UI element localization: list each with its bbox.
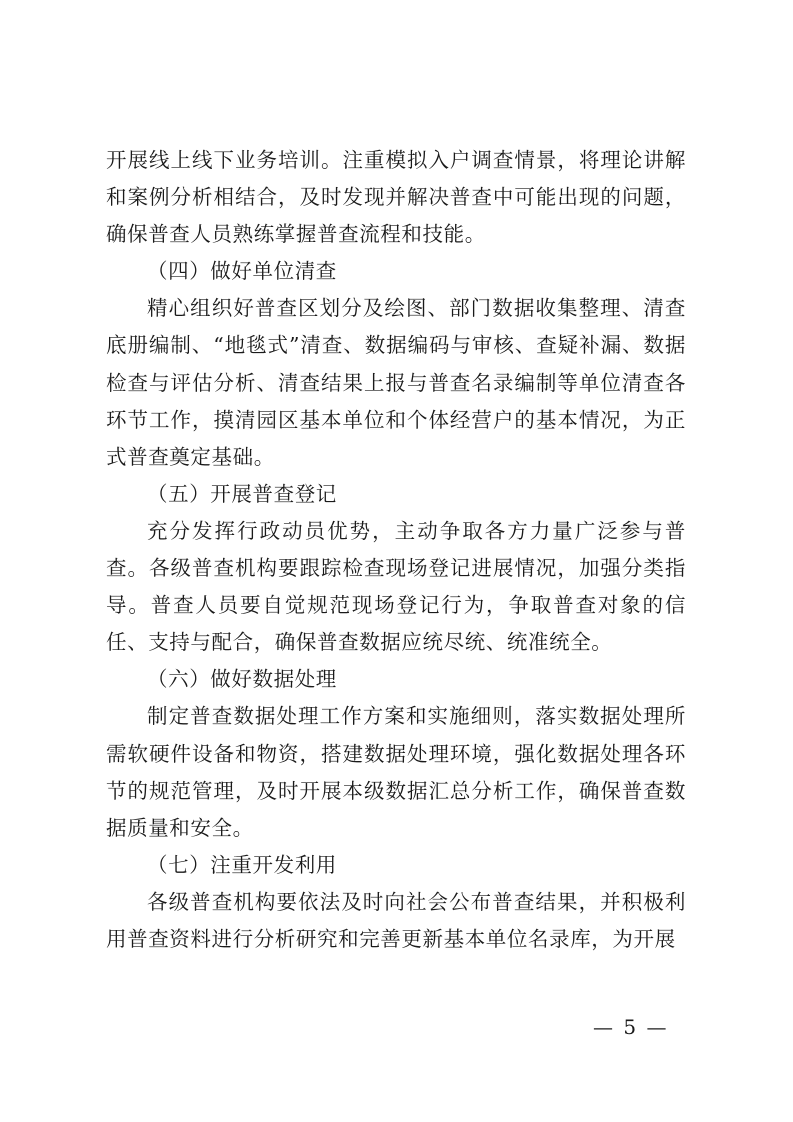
section-heading-unit-check: （四）做好单位清查 [147,259,337,284]
paragraph-data-processing: 制定普查数据处理工作方案和实施细则，落实数据处理所需软硬件设备和物资，搭建数据处理环境，强化数据处理各环节的规范管理，及时开展本级数据汇总分析工作，确保普查数据质量和安全。 [106,704,686,840]
section-heading-registration: （五）开展普查登记 [147,481,337,506]
paragraph-training-continued: 开展线上线下业务培训。注重模拟入户调查情景，将理论讲解和案例分析相结合，及时发现并解决普查中可能出现的问题，确保普查人员熟练掌握普查流程和技能。 [106,148,686,247]
section-heading-development: （七）注重开发利用 [147,852,337,877]
paragraph-unit-check: 精心组织好普查区划分及绘图、部门数据收集整理、清查底册编制、“地毯式”清查、数据编码与审核、查疑补漏、数据检查与评估分析、清查结果上报与普查名录编制等单位清查各环节工作，摸清园区基本单位和个体经营户的基本情况，为正式普查奠定基础。 [106,296,686,469]
section-heading-data-processing: （六）做好数据处理 [147,667,337,692]
page-number: — 5 — [593,1015,669,1039]
paragraph-development: 各级普查机构要依法及时向社会公布普查结果，并积极利用普查资料进行分析研究和完善更新基本单位名录库，为开展 [106,889,686,951]
paragraph-registration: 充分发挥行政动员优势，主动争取各方力量广泛参与普查。各级普查机构要跟踪检查现场登记进展情况，加强分类指导。普查人员要自觉规范现场登记行为，争取普查对象的信任、支持与配合，确保普查数据应统尽统、统准统全。 [106,518,686,655]
body-text [106,142,686,958]
